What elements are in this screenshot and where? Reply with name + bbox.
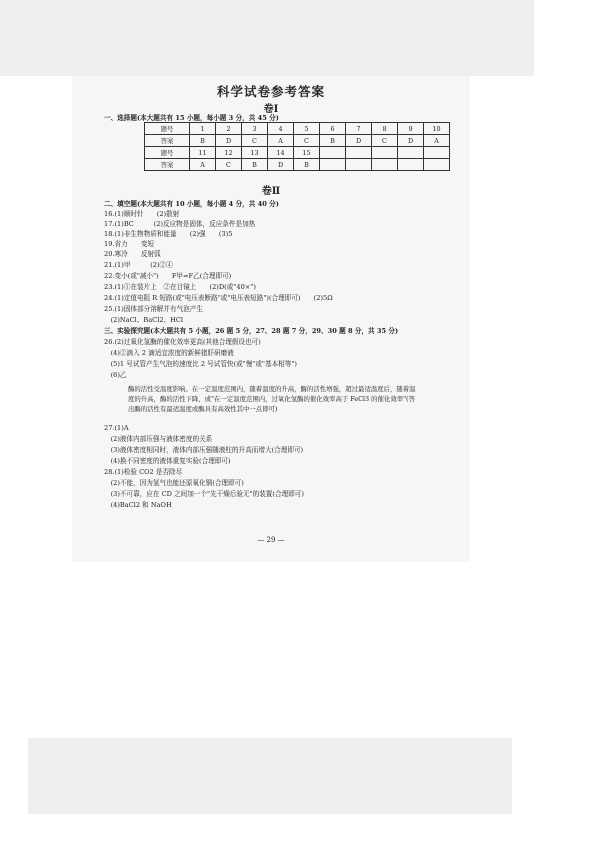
table-cell — [346, 159, 372, 171]
volume-1-heading: 卷Ⅰ — [263, 104, 279, 115]
answer-line: (5)1 号试管产生气泡的速度比 2 号试管快(或"慢"或"基本相等") — [104, 360, 297, 368]
table-cell: C — [216, 159, 242, 171]
answer-line: 21.(1)甲 (2)②④ — [104, 261, 173, 269]
table-cell: 5 — [294, 123, 320, 135]
table-cell: 13 — [242, 147, 268, 159]
table-cell: 14 — [268, 147, 294, 159]
answer-line: 22.变小(或"减小") F甲=F乙(合理即可) — [104, 272, 232, 280]
table-cell: 12 — [216, 147, 242, 159]
table-row — [145, 147, 450, 159]
answer-line: 24.(1)定值电阻 R 短路(或"电压表断路"或"电压表短路")(合理即可) (2)5Ω — [104, 294, 333, 302]
table-cell — [346, 147, 372, 159]
table-cell: 15 — [294, 147, 320, 159]
answer-line: 26.(2)过氧化氢酶的催化效率更高(其他合理假设也可) — [104, 338, 261, 346]
table-cell — [424, 159, 450, 171]
table-cell: 答案 — [145, 135, 190, 147]
answer-line: 19.省力 变短 — [104, 240, 155, 248]
table-cell: B — [320, 135, 346, 147]
table-cell: 9 — [398, 123, 424, 135]
table-cell: B — [294, 159, 320, 171]
table-row — [145, 123, 450, 135]
table-cell: 4 — [268, 123, 294, 135]
table-cell — [424, 147, 450, 159]
bottom-gray-band — [28, 738, 512, 814]
table-cell: 11 — [190, 147, 216, 159]
answer-line: (4)BaCl2 和 NaOH — [104, 501, 172, 509]
table-cell — [372, 159, 398, 171]
table-cell: 题号 — [145, 147, 190, 159]
answer-line: (2)液体内部压强与液体密度的关系 — [104, 435, 213, 443]
answer-paragraph: 酶的活性受温度影响。在一定温度范围内，随着温度的升高，酶的活性增强，超过最适温度后，随着温度的升高，酶的活性下降，或"在一定温度范围内，过氧化氢酶的催化效率高于 FeCl3 的催化效率"(答出酶的活性有最适温度或酶具有高效性其中一点即可) — [128, 385, 416, 413]
answer-line: 18.(1)非生物物质和能量 (2)强 (3)5 — [104, 230, 233, 238]
table-cell: 7 — [346, 123, 372, 135]
answer-line: 16.(1)顺时针 (2)散射 — [104, 210, 180, 218]
answer-line: 25.(1)固体部分溶解并有气泡产生 — [104, 305, 203, 313]
answer-sheet — [72, 76, 470, 562]
answer-line: 28.(1)检验 CO2 是否除尽 — [104, 468, 183, 476]
section-3-heading: 三、实验探究题(本大题共有 5 小题，26 题 5 分，27、28 题 7 分，29、30 题 8 分，共 35 分) — [104, 327, 399, 335]
table-cell — [372, 147, 398, 159]
table-row — [145, 135, 450, 147]
answer-line: (3)液体密度相同时，液体内部压强随液柱的升高而增大(合理即可) — [104, 446, 304, 454]
answer-line: (6)乙 — [104, 371, 127, 379]
table-cell: D — [216, 135, 242, 147]
table-cell: A — [424, 135, 450, 147]
table-cell: A — [190, 159, 216, 171]
top-gray-band — [0, 0, 534, 76]
table-cell: B — [190, 135, 216, 147]
answer-table — [144, 122, 450, 171]
answer-line: (2)NaCl、BaCl2、HCl — [104, 316, 184, 324]
answer-line: 17.(1)BC (2)反应物是固体，反应条件是加热 — [104, 220, 256, 228]
table-cell: 3 — [242, 123, 268, 135]
table-cell: 10 — [424, 123, 450, 135]
answer-line: (3)不可靠，应在 CD 之间加一个"先干燥后验无"的装置(合理即可) — [104, 490, 304, 498]
table-cell: 8 — [372, 123, 398, 135]
answer-line: 27.(1)A — [104, 424, 129, 432]
table-cell: D — [398, 135, 424, 147]
table-cell: 题号 — [145, 123, 190, 135]
table-cell — [398, 147, 424, 159]
table-row — [145, 159, 450, 171]
table-cell — [320, 159, 346, 171]
table-cell: C — [372, 135, 398, 147]
table-cell: C — [294, 135, 320, 147]
table-cell — [320, 147, 346, 159]
table-cell: D — [346, 135, 372, 147]
page-title: 科学试卷参考答案 — [216, 84, 325, 99]
table-cell: 6 — [320, 123, 346, 135]
table-cell: D — [268, 159, 294, 171]
section-2-heading: 二、填空题(本大题共有 10 小题，每小题 4 分，共 40 分) — [104, 200, 279, 208]
answer-line: (2)不能，因为氢气也能还原氧化铜(合理即可) — [104, 479, 244, 487]
table-cell: B — [242, 159, 268, 171]
table-cell: 1 — [190, 123, 216, 135]
section-1-heading: 一、选择题(本大题共有 15 小题，每小题 3 分，共 45 分) — [104, 114, 279, 122]
answer-line: (4)②滴入 2 滴适宜浓度的新鲜猪肝研磨液 — [104, 349, 234, 357]
answer-line: 23.(1)①在装片上 ②在目镜上 (2)D(或"40×") — [104, 283, 256, 291]
table-cell: C — [242, 135, 268, 147]
answer-line: (4)换不同密度的液体重复实验(合理即可) — [104, 457, 231, 465]
table-cell: A — [268, 135, 294, 147]
table-cell: 答案 — [145, 159, 190, 171]
table-cell — [398, 159, 424, 171]
page-number: — 29 — — [257, 536, 285, 544]
volume-2-heading: 卷Ⅱ — [261, 186, 281, 197]
answer-line: 20.寒冷 反射弧 — [104, 250, 161, 258]
table-cell: 2 — [216, 123, 242, 135]
